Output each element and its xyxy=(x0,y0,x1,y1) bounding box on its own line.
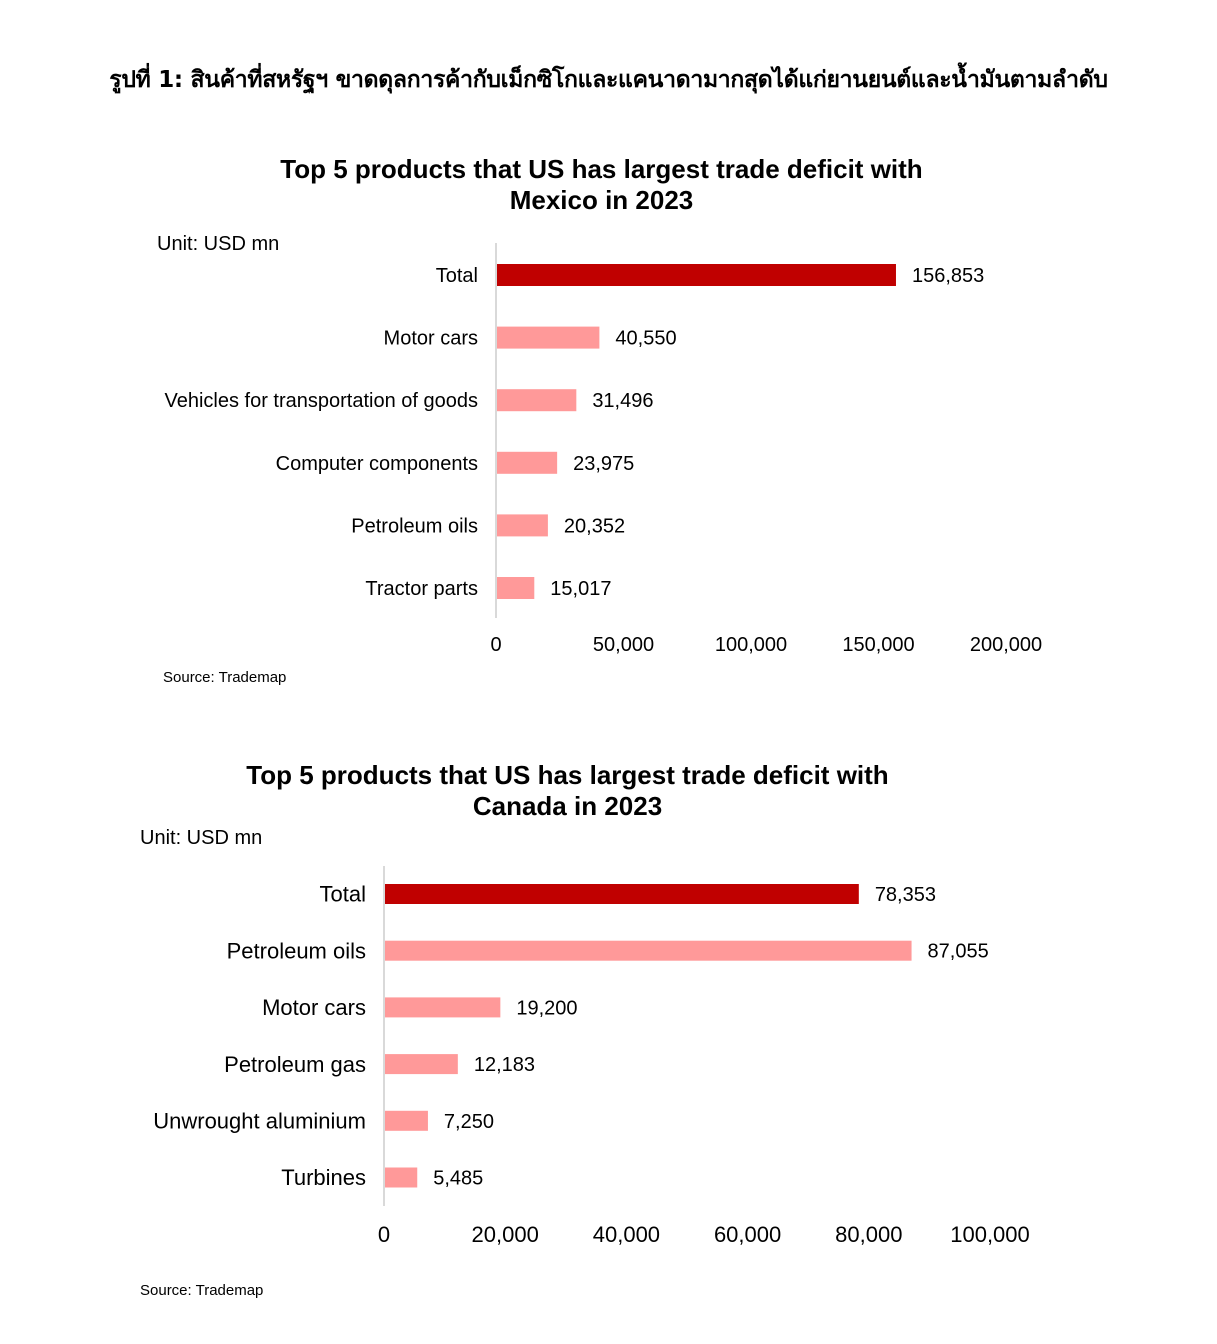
figure-caption: รูปที่ 1: สินค้าที่สหรัฐฯ ขาดดุลการค้ากับเม็กซิโกและแคนาดามากสุดได้แก่ยานยนต์และน้ำมันตามลำดับ xyxy=(109,67,1108,93)
canada-value-label-5: 5,485 xyxy=(433,1167,484,1190)
mexico-category-label-1: Motor cars xyxy=(383,327,478,350)
mexico-value-label-0: 156,853 xyxy=(911,265,985,287)
mexico-value-label-3: 23,975 xyxy=(573,452,635,475)
canada-value-label-3: 12,183 xyxy=(473,1054,536,1077)
canada-value-label-1: 87,055 xyxy=(927,940,989,963)
mexico-tick-label-1: 50,000 xyxy=(592,634,655,656)
mexico-category-label-5: Tractor parts xyxy=(365,578,478,600)
mexico-chart-title-line1: Top 5 products that US has largest trade deficit with xyxy=(280,154,923,184)
mexico-tick-label-3: 150,000 xyxy=(842,634,915,656)
mexico-category-label-0: Total xyxy=(435,265,478,287)
mexico-category-label-3: Computer components xyxy=(275,452,478,475)
canada-chart-title-line2: Canada in 2023 xyxy=(472,791,663,821)
mexico-tick-label-4: 200,000 xyxy=(969,634,1043,656)
canada-category-label-0: Total xyxy=(319,881,366,907)
canada-value-label-0: 78,353 xyxy=(874,884,936,906)
canada-tick-label-2: 40,000 xyxy=(592,1222,661,1247)
canada-tick-label-5: 100,000 xyxy=(950,1222,1030,1247)
canada-category-label-5: Turbines xyxy=(281,1165,366,1191)
mexico-tick-label-2: 100,000 xyxy=(714,634,788,656)
mexico-unit-label: Unit: USD mn xyxy=(157,233,280,255)
canada-category-label-2: Motor cars xyxy=(262,995,366,1021)
canada-bar-4 xyxy=(385,1111,428,1131)
canada-tick-label-1: 20,000 xyxy=(471,1222,539,1247)
mexico-value-label-1: 40,550 xyxy=(615,327,677,350)
mexico-value-label-5: 15,017 xyxy=(550,578,612,600)
canada-value-label-2: 19,200 xyxy=(516,997,578,1020)
canada-chart-title-line1: Top 5 products that US has largest trade deficit with xyxy=(246,760,889,790)
canada-source: Source: Trademap xyxy=(140,1282,264,1299)
mexico-tick-label-0: 0 xyxy=(490,634,502,656)
mexico-value-label-2: 31,496 xyxy=(592,390,654,413)
mexico-category-label-2: Vehicles for transportation of goods xyxy=(164,390,478,413)
canada-value-label-4: 7,250 xyxy=(443,1110,494,1133)
canada-category-label-3: Petroleum gas xyxy=(224,1051,366,1077)
mexico-chart-title-line2: Mexico in 2023 xyxy=(509,185,694,215)
canada-tick-label-3: 60,000 xyxy=(713,1222,782,1247)
mexico-source: Source: Trademap xyxy=(163,669,287,686)
canada-bar-0 xyxy=(385,884,859,904)
canada-bar-2 xyxy=(385,997,500,1017)
canada-category-label-1: Petroleum oils xyxy=(226,938,366,964)
canada-bar-1 xyxy=(385,941,912,961)
canada-tick-label-0: 0 xyxy=(377,1222,391,1247)
mexico-value-label-4: 20,352 xyxy=(563,515,626,538)
canada-category-label-4: Unwrought aluminium xyxy=(153,1108,366,1134)
mexico-category-label-4: Petroleum oils xyxy=(351,515,478,538)
canada-bar-5 xyxy=(385,1168,417,1188)
canada-bar-3 xyxy=(385,1054,458,1074)
canada-unit-label: Unit: USD mn xyxy=(140,827,263,849)
canada-tick-label-4: 80,000 xyxy=(835,1222,903,1247)
